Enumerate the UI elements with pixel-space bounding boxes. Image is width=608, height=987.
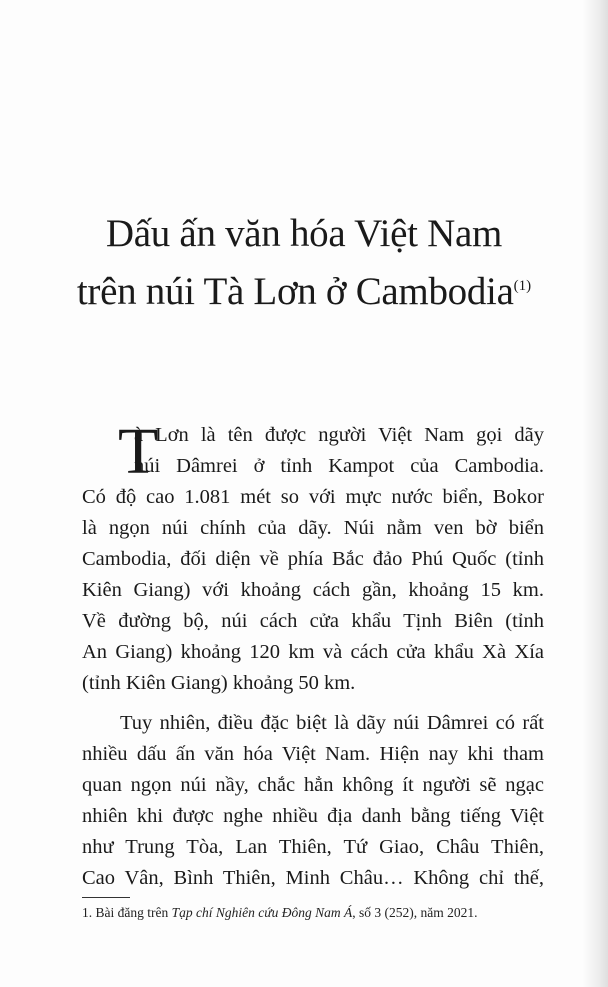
footnote-reference[interactable]: (1): [513, 278, 532, 294]
text-line: Cao Vân, Bình Thiên, Minh Châu… Không chỉ thế,: [82, 867, 544, 889]
footnote-prefix: 1. Bài đăng trên: [82, 905, 172, 920]
page-spine-shadow: [582, 0, 608, 987]
footnote: [82, 904, 552, 922]
text-line: Về đường bộ, núi cách cửa khẩu Tịnh Biên (tỉnh: [82, 610, 544, 632]
text-line: An Giang) khoảng 120 km và cách cửa khẩu Xà Xía: [82, 641, 544, 663]
text-line: như Trung Tòa, Lan Thiên, Tứ Giao, Châu Thiên,: [82, 836, 544, 858]
text-line: Cambodia, đối diện về phía Bắc đảo Phú Quốc (tỉnh: [82, 548, 544, 570]
text-line: là ngọn núi chính của dãy. Núi nằm ven bờ biển: [82, 517, 544, 539]
text-line: quan ngọn núi nầy, chắc hẳn không ít người sẽ ngạc: [82, 774, 544, 796]
chapter-title-line-1: Dấu ấn văn hóa Việt Nam: [105, 212, 503, 255]
text-line: Tuy nhiên, điều đặc biệt là dãy núi Dâmrei có rất: [120, 712, 544, 734]
body-text: [82, 415, 544, 894]
paragraph-1: [82, 415, 544, 699]
footnote-suffix: , số 3 (252), năm 2021.: [352, 905, 478, 920]
footnote-journal: Tạp chí Nghiên cứu Đông Nam Á: [171, 905, 353, 920]
text-line: núi Dâmrei ở tỉnh Kampot của Cambodia.: [134, 455, 544, 477]
chapter-title-line-2-text: trên núi Tà Lơn ở Cambodia: [76, 270, 514, 313]
text-line: Có độ cao 1.081 mét so với mực nước biển, Bokor: [82, 486, 544, 508]
chapter-title-line-2: [40, 260, 568, 318]
drop-cap: T: [118, 415, 159, 488]
footnote-separator: [82, 897, 130, 898]
paragraph-2: [82, 708, 544, 894]
chapter-title: [40, 208, 568, 318]
text-line: Kiên Giang) với khoảng cách gần, khoảng 15 km.: [82, 579, 544, 601]
text-line: nhiều dấu ấn văn hóa Việt Nam. Hiện nay khi tham: [82, 743, 544, 765]
text-line: (tỉnh Kiên Giang) khoảng 50 km.: [82, 672, 356, 694]
text-line: à Lơn là tên được người Việt Nam gọi dãy: [134, 424, 544, 446]
text-line: nhiên khi được nghe nhiều địa danh bằng tiếng Việt: [82, 805, 544, 827]
